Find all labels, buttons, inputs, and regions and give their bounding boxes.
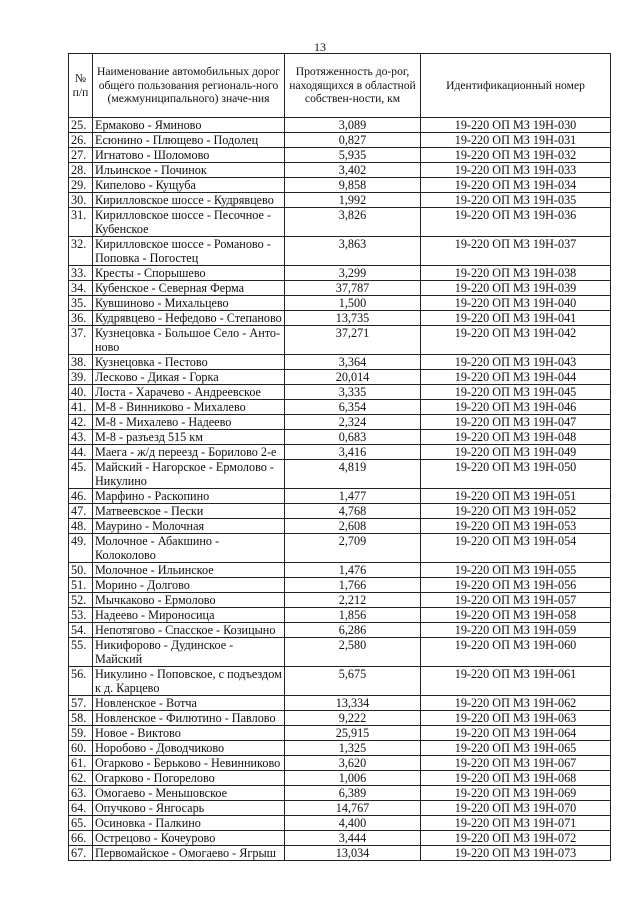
road-id: 19-220 ОП МЗ 19Н-039	[421, 281, 611, 296]
table-row	[69, 504, 611, 519]
road-id: 19-220 ОП МЗ 19Н-063	[421, 711, 611, 726]
table-row	[69, 355, 611, 370]
table-row	[69, 563, 611, 578]
table-row	[69, 756, 611, 771]
table-row	[69, 445, 611, 460]
road-id: 19-220 ОП МЗ 19Н-051	[421, 489, 611, 504]
road-length: 1,766	[285, 578, 421, 593]
table-row	[69, 711, 611, 726]
table-row	[69, 519, 611, 534]
road-id: 19-220 ОП МЗ 19Н-071	[421, 816, 611, 831]
road-length: 2,324	[285, 415, 421, 430]
road-id: 19-220 ОП МЗ 19Н-047	[421, 415, 611, 430]
road-name: Опучково - Янгосарь	[93, 801, 285, 816]
row-number: 44.	[69, 445, 93, 460]
row-number: 45.	[69, 460, 93, 489]
row-number: 26.	[69, 133, 93, 148]
road-name: Кубенское - Северная Ферма	[93, 281, 285, 296]
row-number: 43.	[69, 430, 93, 445]
row-number: 62.	[69, 771, 93, 786]
road-id: 19-220 ОП МЗ 19Н-031	[421, 133, 611, 148]
road-id: 19-220 ОП МЗ 19Н-062	[421, 696, 611, 711]
road-id: 19-220 ОП МЗ 19Н-046	[421, 400, 611, 415]
road-name: Никифорово - Дудинское - Майский	[93, 638, 285, 667]
road-length: 5,675	[285, 667, 421, 696]
header-num: № п/п	[69, 54, 93, 118]
table-row	[69, 133, 611, 148]
road-length: 4,819	[285, 460, 421, 489]
road-name: Майский - Нагорское - Ермолово - Никулино	[93, 460, 285, 489]
road-length: 14,767	[285, 801, 421, 816]
road-id: 19-220 ОП МЗ 19Н-041	[421, 311, 611, 326]
road-id: 19-220 ОП МЗ 19Н-067	[421, 756, 611, 771]
road-name: Кузнецовка - Большое Село - Анто-ново	[93, 326, 285, 355]
road-length: 1,325	[285, 741, 421, 756]
road-length: 20,014	[285, 370, 421, 385]
road-id: 19-220 ОП МЗ 19Н-042	[421, 326, 611, 355]
row-number: 27.	[69, 148, 93, 163]
row-number: 25.	[69, 118, 93, 133]
row-number: 66.	[69, 831, 93, 846]
table-row	[69, 801, 611, 816]
road-id: 19-220 ОП МЗ 19Н-033	[421, 163, 611, 178]
road-name: Первомайское - Омогаево - Ягрыш	[93, 846, 285, 861]
table-row	[69, 193, 611, 208]
table-row	[69, 816, 611, 831]
row-number: 65.	[69, 816, 93, 831]
row-number: 59.	[69, 726, 93, 741]
table-row	[69, 237, 611, 266]
table-row	[69, 696, 611, 711]
table-body	[69, 118, 611, 861]
road-id: 19-220 ОП МЗ 19Н-065	[421, 741, 611, 756]
road-name: Омогаево - Меньшовское	[93, 786, 285, 801]
row-number: 46.	[69, 489, 93, 504]
road-name: Есюнино - Плющево - Подолец	[93, 133, 285, 148]
road-id: 19-220 ОП МЗ 19Н-057	[421, 593, 611, 608]
table-row	[69, 178, 611, 193]
road-name: Кирилловское шоссе - Кудрявцево	[93, 193, 285, 208]
road-name: Лесково - Дикая - Горка	[93, 370, 285, 385]
road-name: Непотягово - Спасское - Козицыно	[93, 623, 285, 638]
road-name: М-8 - разъезд 515 км	[93, 430, 285, 445]
road-name: Новленское - Вотча	[93, 696, 285, 711]
road-name: Острецово - Кочеурово	[93, 831, 285, 846]
road-length: 3,089	[285, 118, 421, 133]
road-length: 13,034	[285, 846, 421, 861]
table-row	[69, 370, 611, 385]
road-id: 19-220 ОП МЗ 19Н-048	[421, 430, 611, 445]
row-number: 35.	[69, 296, 93, 311]
road-id: 19-220 ОП МЗ 19Н-073	[421, 846, 611, 861]
row-number: 63.	[69, 786, 93, 801]
road-length: 3,364	[285, 355, 421, 370]
road-length: 3,402	[285, 163, 421, 178]
table-row	[69, 667, 611, 696]
road-length: 4,400	[285, 816, 421, 831]
road-name: Кирилловское шоссе - Романово - Поповка - Погостец	[93, 237, 285, 266]
table-row	[69, 489, 611, 504]
road-length: 9,222	[285, 711, 421, 726]
road-name: Кирилловское шоссе - Песочное - Кубенское	[93, 208, 285, 237]
road-name: Кипелово - Кущуба	[93, 178, 285, 193]
row-number: 56.	[69, 667, 93, 696]
road-name: Надеево - Мироносица	[93, 608, 285, 623]
road-id: 19-220 ОП МЗ 19Н-049	[421, 445, 611, 460]
row-number: 60.	[69, 741, 93, 756]
row-number: 52.	[69, 593, 93, 608]
road-name: Лоста - Харачево - Андреевское	[93, 385, 285, 400]
road-length: 1,856	[285, 608, 421, 623]
road-id: 19-220 ОП МЗ 19Н-059	[421, 623, 611, 638]
road-name: Игнатово - Шоломово	[93, 148, 285, 163]
table-row	[69, 786, 611, 801]
table-row	[69, 623, 611, 638]
row-number: 55.	[69, 638, 93, 667]
road-name: Маурино - Молочная	[93, 519, 285, 534]
road-id: 19-220 ОП МЗ 19Н-068	[421, 771, 611, 786]
road-length: 6,389	[285, 786, 421, 801]
row-number: 39.	[69, 370, 93, 385]
road-name: Кудрявцево - Нефедово - Степаново	[93, 311, 285, 326]
road-length: 3,335	[285, 385, 421, 400]
row-number: 51.	[69, 578, 93, 593]
road-name: Маега - ж/д переезд - Борилово 2-е	[93, 445, 285, 460]
table-row	[69, 208, 611, 237]
road-length: 1,992	[285, 193, 421, 208]
row-number: 49.	[69, 534, 93, 563]
road-name: Кузнецовка - Пестово	[93, 355, 285, 370]
row-number: 30.	[69, 193, 93, 208]
table-row	[69, 148, 611, 163]
road-id: 19-220 ОП МЗ 19Н-054	[421, 534, 611, 563]
table-row	[69, 326, 611, 355]
road-length: 2,212	[285, 593, 421, 608]
table-row	[69, 534, 611, 563]
row-number: 58.	[69, 711, 93, 726]
road-name: Норобово - Доводчиково	[93, 741, 285, 756]
road-id: 19-220 ОП МЗ 19Н-032	[421, 148, 611, 163]
road-id: 19-220 ОП МЗ 19Н-072	[421, 831, 611, 846]
road-id: 19-220 ОП МЗ 19Н-030	[421, 118, 611, 133]
road-length: 1,500	[285, 296, 421, 311]
row-number: 54.	[69, 623, 93, 638]
row-number: 41.	[69, 400, 93, 415]
table-row	[69, 460, 611, 489]
road-name: Новленское - Филютино - Павлово	[93, 711, 285, 726]
road-length: 13,334	[285, 696, 421, 711]
table-row	[69, 311, 611, 326]
road-id: 19-220 ОП МЗ 19Н-040	[421, 296, 611, 311]
row-number: 48.	[69, 519, 93, 534]
road-id: 19-220 ОП МЗ 19Н-070	[421, 801, 611, 816]
road-id: 19-220 ОП МЗ 19Н-056	[421, 578, 611, 593]
road-name: Морино - Долгово	[93, 578, 285, 593]
row-number: 50.	[69, 563, 93, 578]
row-number: 31.	[69, 208, 93, 237]
table-row	[69, 608, 611, 623]
road-length: 1,476	[285, 563, 421, 578]
road-length: 2,709	[285, 534, 421, 563]
table-row	[69, 578, 611, 593]
road-name: Матвеевское - Пески	[93, 504, 285, 519]
road-length: 13,735	[285, 311, 421, 326]
row-number: 33.	[69, 266, 93, 281]
road-name: Ермаково - Яминово	[93, 118, 285, 133]
road-id: 19-220 ОП МЗ 19Н-058	[421, 608, 611, 623]
road-length: 3,826	[285, 208, 421, 237]
road-name: Молочное - Ильинское	[93, 563, 285, 578]
road-name: Ильинское - Починок	[93, 163, 285, 178]
road-length: 3,863	[285, 237, 421, 266]
road-length: 4,768	[285, 504, 421, 519]
row-number: 38.	[69, 355, 93, 370]
table-row	[69, 118, 611, 133]
road-name: Огарково - Погорелово	[93, 771, 285, 786]
row-number: 34.	[69, 281, 93, 296]
row-number: 42.	[69, 415, 93, 430]
row-number: 36.	[69, 311, 93, 326]
row-number: 57.	[69, 696, 93, 711]
road-id: 19-220 ОП МЗ 19Н-045	[421, 385, 611, 400]
table-row	[69, 430, 611, 445]
road-id: 19-220 ОП МЗ 19Н-038	[421, 266, 611, 281]
table-row	[69, 726, 611, 741]
table-row	[69, 385, 611, 400]
road-length: 37,271	[285, 326, 421, 355]
row-number: 32.	[69, 237, 93, 266]
road-id: 19-220 ОП МЗ 19Н-050	[421, 460, 611, 489]
road-length: 6,286	[285, 623, 421, 638]
table-row	[69, 163, 611, 178]
table-row	[69, 400, 611, 415]
road-length: 25,915	[285, 726, 421, 741]
road-length: 2,580	[285, 638, 421, 667]
road-length: 2,608	[285, 519, 421, 534]
road-name: Мычкаково - Ермолово	[93, 593, 285, 608]
road-id: 19-220 ОП МЗ 19Н-034	[421, 178, 611, 193]
row-number: 37.	[69, 326, 93, 355]
table-row	[69, 296, 611, 311]
table-row	[69, 593, 611, 608]
table-row	[69, 741, 611, 756]
road-length: 1,006	[285, 771, 421, 786]
road-name: М-8 - Винниково - Михалево	[93, 400, 285, 415]
row-number: 28.	[69, 163, 93, 178]
road-name: Молочное - Абакшино - Колоколово	[93, 534, 285, 563]
table-row	[69, 831, 611, 846]
header-name: Наименование автомобильных дорог общего пользования региональ-ного (межмуниципального) значе-ния	[93, 54, 285, 118]
road-length: 3,620	[285, 756, 421, 771]
road-name: Осиновка - Палкино	[93, 816, 285, 831]
table-header	[69, 54, 611, 118]
header-id: Идентификационный номер	[421, 54, 611, 118]
road-length: 6,354	[285, 400, 421, 415]
table-row	[69, 415, 611, 430]
row-number: 47.	[69, 504, 93, 519]
road-id: 19-220 ОП МЗ 19Н-044	[421, 370, 611, 385]
road-length: 3,444	[285, 831, 421, 846]
road-id: 19-220 ОП МЗ 19Н-053	[421, 519, 611, 534]
road-id: 19-220 ОП МЗ 19Н-069	[421, 786, 611, 801]
road-length: 1,477	[285, 489, 421, 504]
road-id: 19-220 ОП МЗ 19Н-064	[421, 726, 611, 741]
road-length: 3,416	[285, 445, 421, 460]
row-number: 61.	[69, 756, 93, 771]
road-name: Огарково - Берьково - Невинниково	[93, 756, 285, 771]
road-name: Кувшиново - Михальцево	[93, 296, 285, 311]
roads-table	[68, 53, 611, 861]
road-length: 9,858	[285, 178, 421, 193]
road-length: 0,827	[285, 133, 421, 148]
page-number: 13	[314, 40, 326, 54]
row-number: 67.	[69, 846, 93, 861]
road-name: Никулино - Поповское, с подъездом к д. Карцево	[93, 667, 285, 696]
road-length: 37,787	[285, 281, 421, 296]
table-row	[69, 771, 611, 786]
road-id: 19-220 ОП МЗ 19Н-052	[421, 504, 611, 519]
table-row	[69, 638, 611, 667]
road-id: 19-220 ОП МЗ 19Н-055	[421, 563, 611, 578]
road-id: 19-220 ОП МЗ 19Н-036	[421, 208, 611, 237]
table-row	[69, 266, 611, 281]
road-id: 19-220 ОП МЗ 19Н-061	[421, 667, 611, 696]
road-name: Новое - Виктово	[93, 726, 285, 741]
table-row	[69, 846, 611, 861]
row-number: 29.	[69, 178, 93, 193]
road-name: М-8 - Михалево - Надеево	[93, 415, 285, 430]
road-length: 0,683	[285, 430, 421, 445]
road-length: 3,299	[285, 266, 421, 281]
header-length: Протяженность до-рог, находящихся в областной собствен-ности, км	[285, 54, 421, 118]
road-id: 19-220 ОП МЗ 19Н-060	[421, 638, 611, 667]
road-name: Кресты - Спорышево	[93, 266, 285, 281]
road-length: 5,935	[285, 148, 421, 163]
road-name: Марфино - Раскопино	[93, 489, 285, 504]
row-number: 40.	[69, 385, 93, 400]
road-id: 19-220 ОП МЗ 19Н-037	[421, 237, 611, 266]
table-row	[69, 281, 611, 296]
road-id: 19-220 ОП МЗ 19Н-035	[421, 193, 611, 208]
road-id: 19-220 ОП МЗ 19Н-043	[421, 355, 611, 370]
row-number: 53.	[69, 608, 93, 623]
row-number: 64.	[69, 801, 93, 816]
